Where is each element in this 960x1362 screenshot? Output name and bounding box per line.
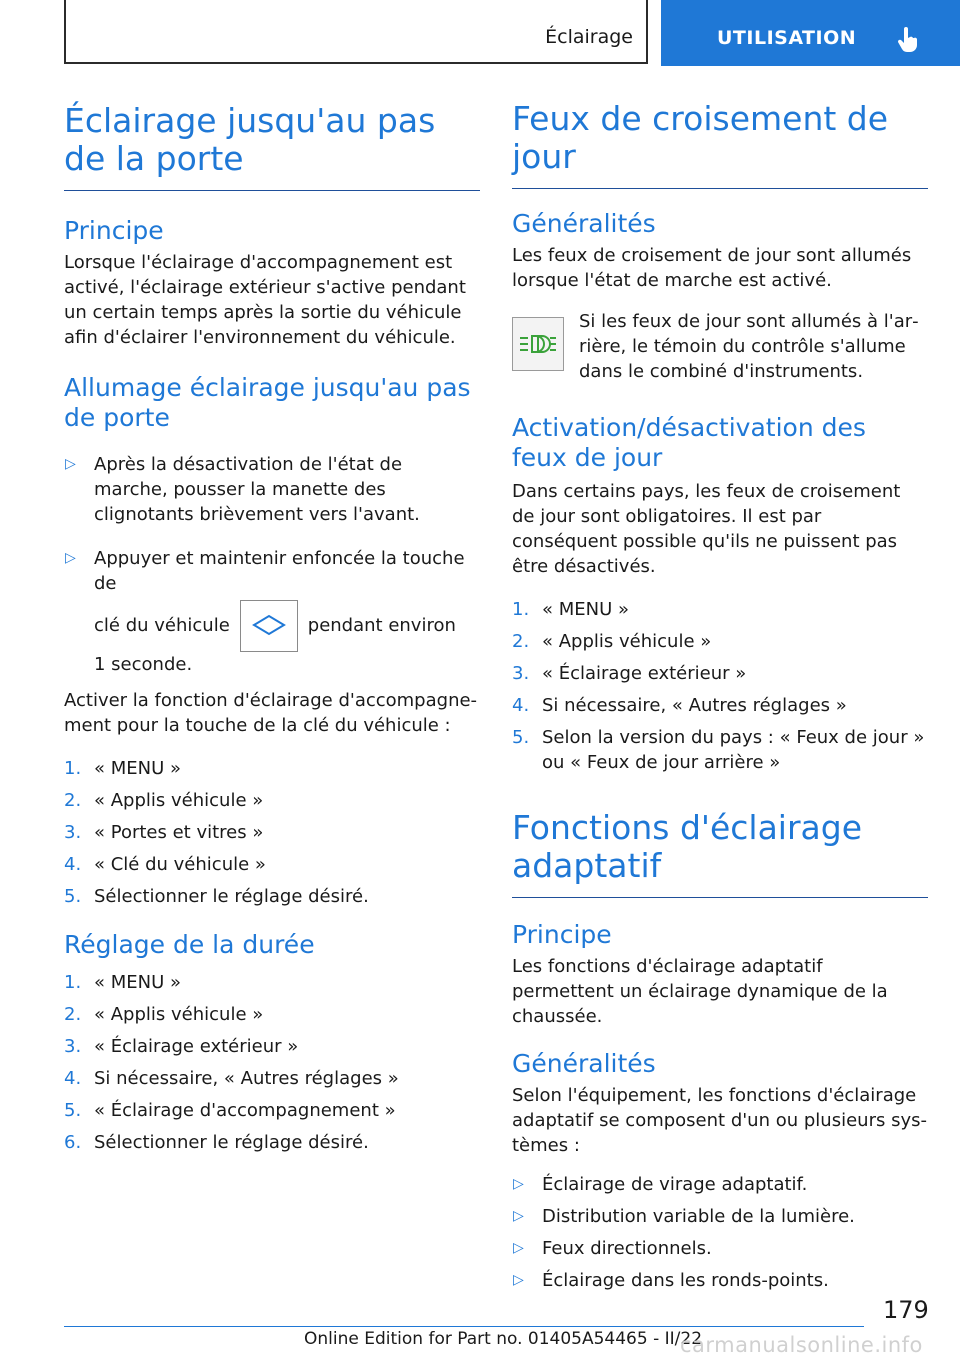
- adaptive-principe-heading: Principe: [512, 920, 612, 949]
- vehicle-key-button-icon: [240, 600, 298, 652]
- header-chapter-title: UTILISATION: [717, 27, 857, 49]
- activation-text: Dans certains pays, les feux de croisement de jour sont obligatoires. Il est par conséquent possible qu'ils ne puissent pas être désactivés.: [512, 481, 901, 577]
- list-item: 4. « Clé du véhicule »: [64, 854, 266, 875]
- activer-text: Activer la fonction d'éclairage d'accompagnement pour la touche de la clé du véhicule :: [64, 690, 478, 736]
- principe-text: Lorsque l'éclairage d'accompagnement est activé, l'éclairage extérieur s'active pendant un certain temps après la sortie du véhicule afin d'éclairer l'environnement du véhicule.: [64, 252, 466, 348]
- header-section-title: Éclairage: [545, 26, 633, 48]
- bullet-item: [64, 452, 480, 527]
- list-item: 3. « Portes et vitres »: [64, 822, 264, 843]
- steps-list: [64, 756, 480, 909]
- list-item: 3. « Éclairage extérieur »: [64, 1036, 299, 1057]
- left-section-title: Éclairage jusqu'au pas de la porte: [64, 102, 480, 191]
- generalites2-heading: Généralités: [512, 1049, 656, 1078]
- generalites-heading: Généralités: [512, 209, 656, 238]
- adaptive-principe-text: Les fonctions d'éclairage adaptatif permettent un éclairage dynamique de la chaussée.: [512, 956, 888, 1027]
- bullet-text-part: 1 seconde.: [94, 654, 193, 675]
- bullet-item: ▷ Éclairage de virage adaptatif.: [513, 1174, 808, 1195]
- bullet-text: Appuyer et maintenir enfoncée la touche de: [94, 548, 465, 594]
- list-item: 1. « MENU »: [512, 599, 630, 620]
- list-item: 6. Sélectionner le réglage désiré.: [64, 1132, 369, 1153]
- list-item: 1. « MENU »: [64, 758, 182, 779]
- list-item: 4. Si nécessaire, « Autres réglages »: [512, 695, 847, 716]
- daytime-running-light-indicator-icon: [512, 317, 564, 371]
- bullet-item: ▷ Distribution variable de la lumière.: [513, 1206, 855, 1227]
- footer-edition: Online Edition for Part no. 01405A54465 - II/22: [304, 1329, 703, 1349]
- list-item: 3. « Éclairage extérieur »: [512, 663, 747, 684]
- list-item: 1. « MENU »: [64, 972, 182, 993]
- duree-heading: Réglage de la durée: [64, 930, 315, 959]
- bullet-triangle-icon: ▷: [513, 1272, 524, 1288]
- list-item: 2. « Applis véhicule »: [64, 1004, 264, 1025]
- allumage-heading: Allumage éclairage jusqu'au pas de porte: [64, 373, 471, 432]
- header-section-box: [64, 0, 648, 64]
- header-chapter-tab: [661, 0, 960, 66]
- bullet-triangle-icon: ▷: [513, 1176, 524, 1192]
- list-item: 5. Selon la version du pays : « Feux de jour » ou « Feux de jour arrière »: [512, 727, 925, 773]
- bullet-item: ▷ Feux directionnels.: [513, 1238, 712, 1259]
- right-section-title: Feux de croisement de jour: [512, 100, 928, 189]
- principe-heading: Principe: [64, 216, 164, 245]
- list-item: 5. « Éclairage d'accompagnement »: [64, 1100, 396, 1121]
- duree-steps-list: [64, 970, 480, 1155]
- generalites2-text: Selon l'équipement, les fonctions d'éclairage adaptatif se composent d'un ou plusieurs systèmes :: [512, 1085, 927, 1156]
- bullet-triangle-icon: ▷: [65, 456, 76, 472]
- activation-steps-list: [512, 597, 928, 775]
- list-item: 2. « Applis véhicule »: [64, 790, 264, 811]
- generalites-text: Les feux de croisement de jour sont allumés lorsque l'état de marche est activé.: [512, 245, 912, 291]
- bullet-triangle-icon: ▷: [513, 1208, 524, 1224]
- adaptive-section-title: Fonctions d'éclairage adaptatif: [512, 809, 928, 898]
- page-number: 179: [883, 1296, 929, 1324]
- right-column: [512, 100, 928, 1293]
- hand-pointer-icon: [895, 26, 921, 54]
- left-column: [64, 102, 480, 1162]
- list-item: 2. « Applis véhicule »: [512, 631, 712, 652]
- list-item: 5. Sélectionner le réglage désiré.: [64, 886, 369, 907]
- bullet-triangle-icon: ▷: [65, 550, 76, 566]
- footer-divider: [64, 1326, 864, 1327]
- indicator-note: [512, 309, 928, 387]
- bullet-text: Après la désactivation de l'état de marche, pousser la manette des clignotants brièvement vers l'avant.: [94, 454, 420, 525]
- bullet-item: ▷ Éclairage dans les ronds-points.: [513, 1270, 829, 1291]
- bullet-text-part: pendant environ: [307, 615, 456, 636]
- bullet-triangle-icon: ▷: [513, 1240, 524, 1256]
- bullet-item: [64, 546, 480, 677]
- list-item: 4. Si nécessaire, « Autres réglages »: [64, 1068, 399, 1089]
- indicator-text: Si les feux de jour sont allumés à l'arrière, le témoin du contrôle s'allume dans le combiné d'instruments.: [579, 311, 919, 382]
- activation-heading: Activation/désactivation des feux de jour: [512, 413, 866, 472]
- bullet-text-part: clé du véhicule: [94, 615, 230, 636]
- watermark: carmanualsonline.info: [680, 1333, 923, 1357]
